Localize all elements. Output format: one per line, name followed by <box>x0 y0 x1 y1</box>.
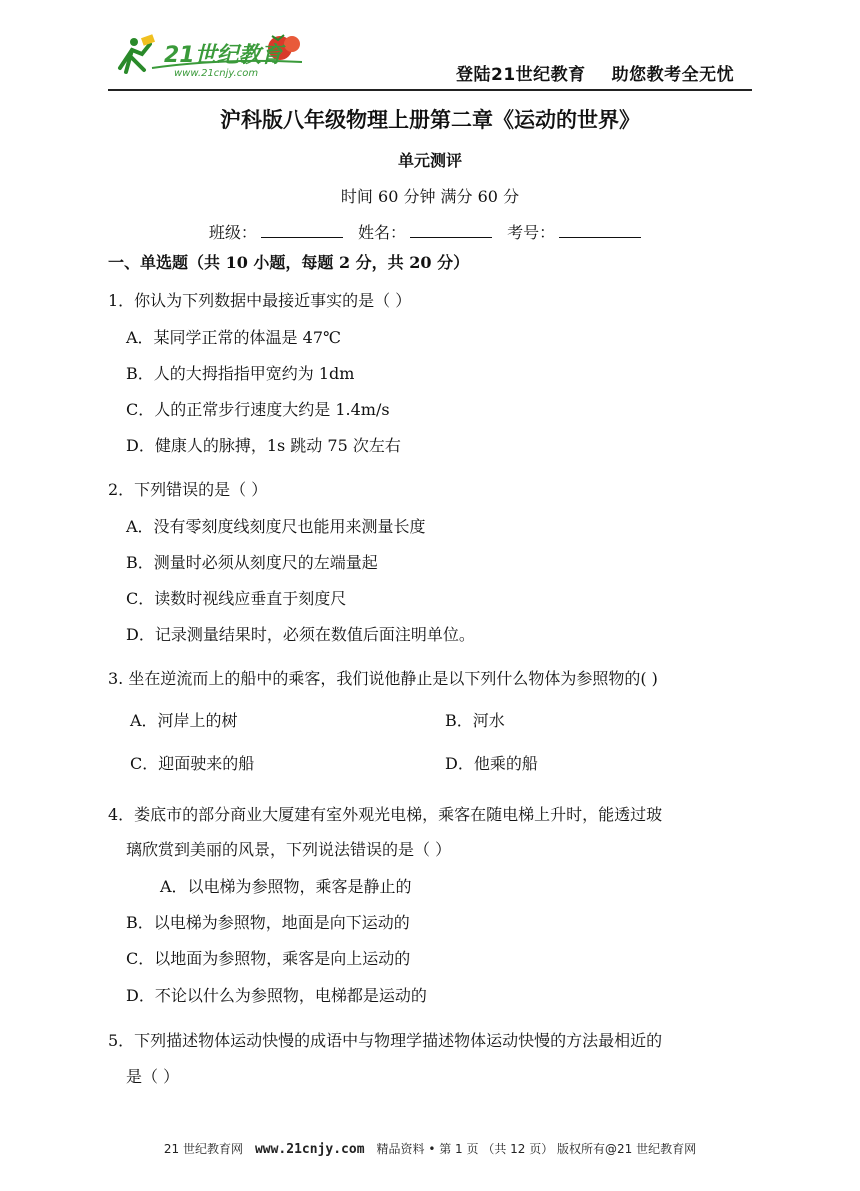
question-4-stem-line1: 4．娄底市的部分商业大厦建有室外观光电梯，乘客在随电梯上升时，能透过玻 <box>108 805 663 824</box>
question-2-option-d: D．记录测量结果时，必须在数值后面注明单位。 <box>126 625 475 644</box>
name-label: 姓名： <box>357 223 406 242</box>
question-4-option-b: B．以电梯为参照物，地面是向下运动的 <box>126 913 410 932</box>
question-1-option-c: C．人的正常步行速度大约是 1.4m/s <box>126 400 390 419</box>
section-heading: 一、单选题（共 10 小题，每题 2 分，共 20 分） <box>108 253 470 272</box>
page-title: 沪科版八年级物理上册第二章《运动的世界》 <box>220 107 640 132</box>
question-1-option-d: D．健康人的脉搏，1s 跳动 75 次左右 <box>126 436 401 455</box>
question-2-option-c: C．读数时视线应垂直于刻度尺 <box>126 589 347 608</box>
question-2-stem: 2．下列错误的是（ ） <box>108 480 268 499</box>
question-3-stem: 3. 坐在逆流而上的船中的乘客，我们说他静止是以下列什么物体为参照物的( ) <box>108 669 658 688</box>
student-info-line <box>0 220 860 243</box>
question-2-option-a: A．没有零刻度线刻度尺也能用来测量长度 <box>126 517 426 536</box>
header-divider <box>108 89 752 91</box>
logo-text: 21世纪教育 <box>164 43 283 68</box>
slogan-left: 登陆21世纪教育 <box>456 65 586 85</box>
question-4-option-a: A．以电梯为参照物，乘客是静止的 <box>160 877 412 896</box>
page-footer <box>0 1140 860 1157</box>
number-blank[interactable] <box>559 223 641 238</box>
question-1-option-a: A．某同学正常的体温是 47℃ <box>126 328 341 347</box>
question-1-option-b: B．人的大拇指指甲宽约为 1dm <box>126 364 355 383</box>
question-5-stem-line1: 5．下列描述物体运动快慢的成语中与物理学描述物体运动快慢的方法最相近的 <box>108 1031 663 1050</box>
question-2-option-b: B．测量时必须从刻度尺的左端量起 <box>126 553 378 572</box>
footer-url[interactable]: www.21cnjy.com <box>254 1142 365 1157</box>
question-1-stem: 1．你认为下列数据中最接近事实的是（ ） <box>108 291 412 310</box>
class-blank[interactable] <box>261 223 343 238</box>
question-4-stem-line2: 璃欣赏到美丽的风景，下列说法错误的是（ ） <box>126 840 452 859</box>
time-info: 时间 60 分钟 满分 60 分 <box>340 187 520 206</box>
class-label: 班级： <box>208 223 257 242</box>
footer-site: 21 世纪教育网 <box>163 1142 243 1156</box>
question-3-option-c: C．迎面驶来的船 <box>130 754 255 773</box>
page-subtitle: 单元测评 <box>397 151 462 170</box>
footer-info: 精品资料 • 第 1 页 （共 12 页） 版权所有@21 世纪教育网 <box>376 1142 697 1156</box>
name-blank[interactable] <box>410 223 492 238</box>
slogan-right: 助您教考全无忧 <box>611 65 735 85</box>
question-4-option-d: D．不论以什么为参照物，电梯都是运动的 <box>126 986 427 1005</box>
question-4-option-c: C．以地面为参照物，乘客是向上运动的 <box>126 949 411 968</box>
number-label: 考号： <box>507 223 556 242</box>
question-5-stem-line2: 是（ ） <box>126 1067 180 1086</box>
logo-url: www.21cnjy.com <box>174 68 259 79</box>
question-3-option-d: D．他乘的船 <box>445 754 538 773</box>
question-3-option-b: B．河水 <box>445 711 505 730</box>
site-logo <box>112 28 312 88</box>
header-slogan <box>456 60 760 85</box>
question-3-option-a: A．河岸上的树 <box>130 711 238 730</box>
